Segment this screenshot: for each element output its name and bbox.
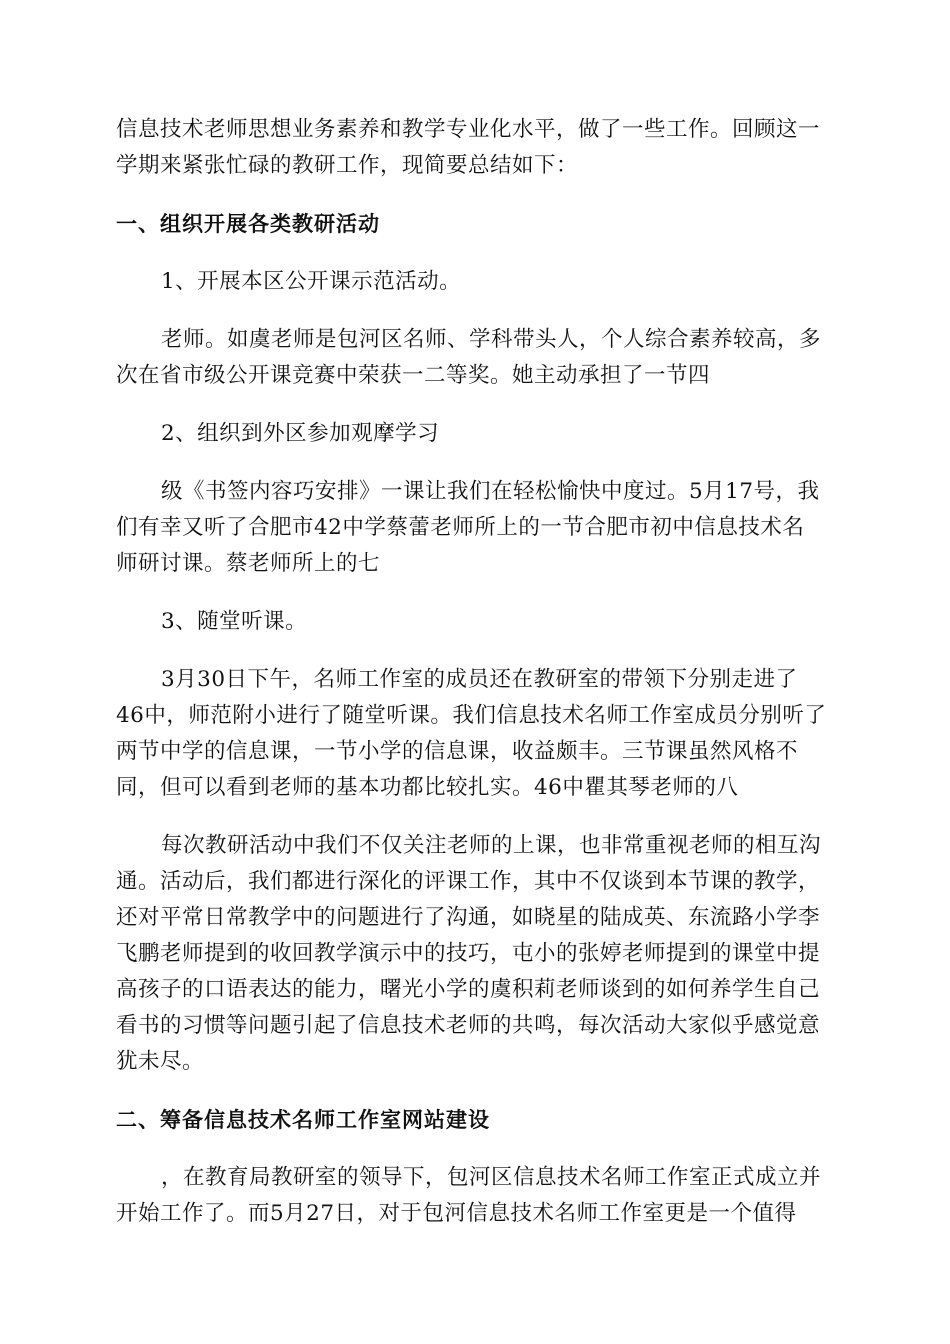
section1-heading: 一、组织开展各类教研活动 — [116, 212, 380, 236]
text-line: 看书的习惯等问题引起了信息技术老师的共鸣，每次活动大家似乎感觉意 — [116, 1013, 821, 1038]
text-line: 每次教研活动中我们不仅关注老师的上课，也非常重视老师的相互沟 — [161, 833, 822, 858]
item1-body — [116, 322, 838, 394]
section2-heading: 二、筹备信息技术名师工作室网站建设 — [116, 1108, 490, 1132]
text-line: 还对平常日常教学中的问题进行了沟通，如晓星的陆成英、东流路小学李 — [116, 905, 821, 930]
text-line: 师研讨课。蔡老师所上的七 — [116, 551, 381, 576]
document-page — [116, 112, 838, 1254]
text-line: 通。活动后，我们都进行深化的评课工作，其中不仅谈到本节课的教学， — [116, 869, 821, 894]
item2-body — [116, 474, 838, 582]
text-line: 信息技术老师思想业务素养和教学专业化水平，做了一些工作。回顾这一 — [116, 117, 821, 142]
text-line: 开始工作了。而5月27日，对于包河信息技术名师工作室更是一个值得 — [116, 1201, 797, 1226]
text-line: 46中，师范附小进行了随堂听课。我们信息技术名师工作室成员分别听了 — [116, 703, 827, 728]
text-line: 飞鹏老师提到的收回教学演示中的技巧，屯小的张婷老师提到的课堂中提 — [116, 941, 821, 966]
section2-body — [116, 1160, 838, 1232]
text-line: 高孩子的口语表达的能力，曙光小学的虞积莉老师谈到的如何养学生自己 — [116, 977, 821, 1002]
text-line: 次在省市级公开课竞赛中荣获一二等奖。她主动承担了一节四 — [116, 363, 711, 388]
item3-body — [116, 662, 838, 806]
item1-title: 1、开展本区公开课示范活动。 — [161, 269, 462, 294]
text-line: 3月30日下午，名师工作室的成员还在教研室的带领下分别走进了 — [161, 667, 798, 692]
item2-title: 2、组织到外区参加观摩学习 — [161, 421, 440, 446]
text-line: 同，但可以看到老师的基本功都比较扎实。46中瞿其琴老师的八 — [116, 775, 739, 800]
intro-paragraph — [116, 112, 838, 184]
item3-title: 3、随堂听课。 — [161, 609, 308, 634]
text-line: 犹未尽。 — [116, 1049, 205, 1074]
text-line: ，在教育局教研室的领导下，包河区信息技术名师工作室正式成立并 — [161, 1165, 822, 1190]
text-line: 级《书签内容巧安排》一课让我们在轻松愉快中度过。5月17号，我 — [161, 479, 820, 504]
text-line: 两节中学的信息课，一节小学的信息课，收益颇丰。三节课虽然风格不 — [116, 739, 799, 764]
summary-paragraph — [116, 828, 838, 1080]
text-line: 们有幸又听了合肥市42中学蔡蕾老师所上的一节合肥市初中信息技术名 — [116, 515, 805, 540]
text-line: 老师。如虞老师是包河区名师、学科带头人，个人综合素养较高，多 — [161, 327, 822, 352]
text-line: 学期来紧张忙碌的教研工作，现简要总结如下： — [116, 153, 579, 178]
